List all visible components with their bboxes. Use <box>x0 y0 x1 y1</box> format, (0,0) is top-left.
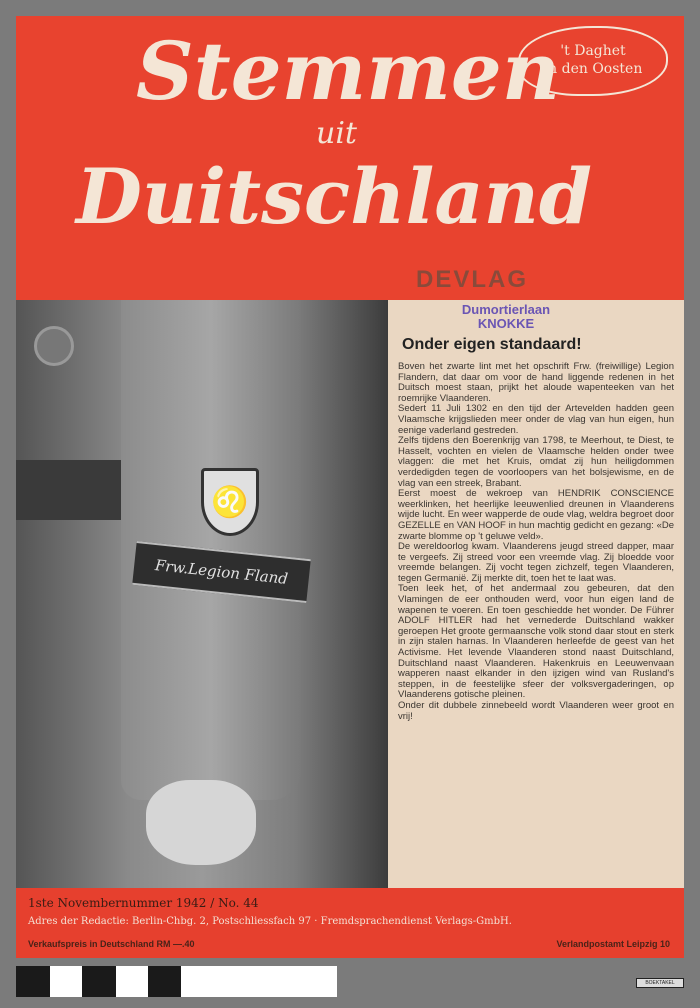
editorial-address: Adres der Redactie: Berlin-Chbg. 2, Postschliessfach 97 · Fremdsprachendienst Verlags-GmbH. <box>28 916 512 927</box>
masthead <box>16 16 684 300</box>
magazine-cover <box>16 16 684 958</box>
title-duitschland: Duitschland <box>76 152 592 241</box>
issue-number: 1ste Novembernummer 1942 / No. 44 <box>28 896 259 910</box>
stamp-line: Dumortierlaan <box>461 302 551 317</box>
paragraph: Zelfs tijdens den Boerenkrijg van 1798, te Meerhout, te Diest, te Hasselt, vochten en vielen de Vlaamsche helden onder twee vlaggen: die met het Kruis, omdat zij hun heiligdommen verdedigden tegen de voorloopers van het bolsjewisme, en de vlag van een streek, Brabant. <box>398 435 674 489</box>
hand <box>146 780 256 865</box>
paragraph: Onder dit dubbele zinnebeeld wordt Vlaanderen weer groot en vrij! <box>398 700 674 722</box>
slogan-line: 't Daghet <box>560 43 626 59</box>
flemish-lion-shield-icon: ♌ <box>201 468 259 536</box>
article-column <box>388 300 684 888</box>
footer <box>16 888 684 958</box>
scan-scale-bar <box>16 966 337 997</box>
cover-photo <box>16 300 388 888</box>
paragraph: De wereldoorlog kwam. Vlaanderens jeugd streed dapper, maar te vergeefs. Zij streed voor een vreemde vlag. Zij bloedde voor vreemde belangen. Zij vocht tegen zichzelf, tegen Vlaanderen, tegen Germanië. Zij merkte dit, toen het te laat was. <box>398 541 674 584</box>
address-stamp <box>338 303 674 331</box>
price: Verkaufspreis in Deutschland RM —.40 <box>28 939 195 949</box>
slogan-line: in den Oosten <box>543 61 643 77</box>
title-stemmen: Stemmen <box>136 24 560 118</box>
paragraph: Eerst moest de wekroep van HENDRIK CONSCIENCE weerklinken, het heerlijke leeuwenlied dreunen in Vlaanderens wijde lucht. En weer wapperde de oude vlag, weldra begroet door GEZELLE en VAN HOOF in hun machtig gedicht en gezang: «De zwarte blomme op 't geluwe veld». <box>398 488 674 542</box>
belt <box>16 460 126 520</box>
post-office: Verlandpostamt Leipzig 10 <box>556 939 670 949</box>
armband: Frw.Legion Fland <box>132 541 311 603</box>
paragraph: Toen leek het, of het andermaal zou gebeuren, dat den Vlamingen de eer onthouden werd, voor hun eigen land de wapenen te voeren. En toen geschiedde het wonder. De Führer ADOLF HITLER had het vernederde Duitschland wakker geroepen Het groote germaansche volk stond daar stout en sterk in zijn stalen harnas. In Vlaanderen herleefde de geest van het Activisme. Het levende Vlaanderen stond naast Duitschland, Duitschland naast Vlaanderen. Hakenkruis en Leeuwenvaan wapperen naast elkander in den ijzigen wind van Rusland's steppen, in de feestelijke sfeer der volksvergaderingen, op Vlaanderens gotische pleinen. <box>398 583 674 701</box>
title-uit: uit <box>316 116 357 151</box>
scan-tag: BOEKTAKEL <box>636 978 684 988</box>
stamp-line: KNOKKE <box>477 316 535 331</box>
paragraph: Sedert 11 Juli 1302 en den tijd der Artevelden hadden geen Vlaamsche krijgslieden meer onder de vlag van hun eigen, hun eenige vaderland gestreden. <box>398 403 674 436</box>
article-headline: Onder eigen standaard! <box>402 336 582 353</box>
paragraph: Boven het zwarte lint met het opschrift Frw. (freiwillige) Legion Flandern, dat daar om voor de hand liggende redenen in het Duitsch moest staan, prijkt het aloude wapenteeken van het roemrijke Vlaanderen. <box>398 361 674 404</box>
article-body <box>398 362 674 722</box>
slogan-cloud <box>518 26 668 96</box>
devlag-stamp: DEVLAG <box>416 266 529 293</box>
uniform-badge <box>34 326 74 366</box>
